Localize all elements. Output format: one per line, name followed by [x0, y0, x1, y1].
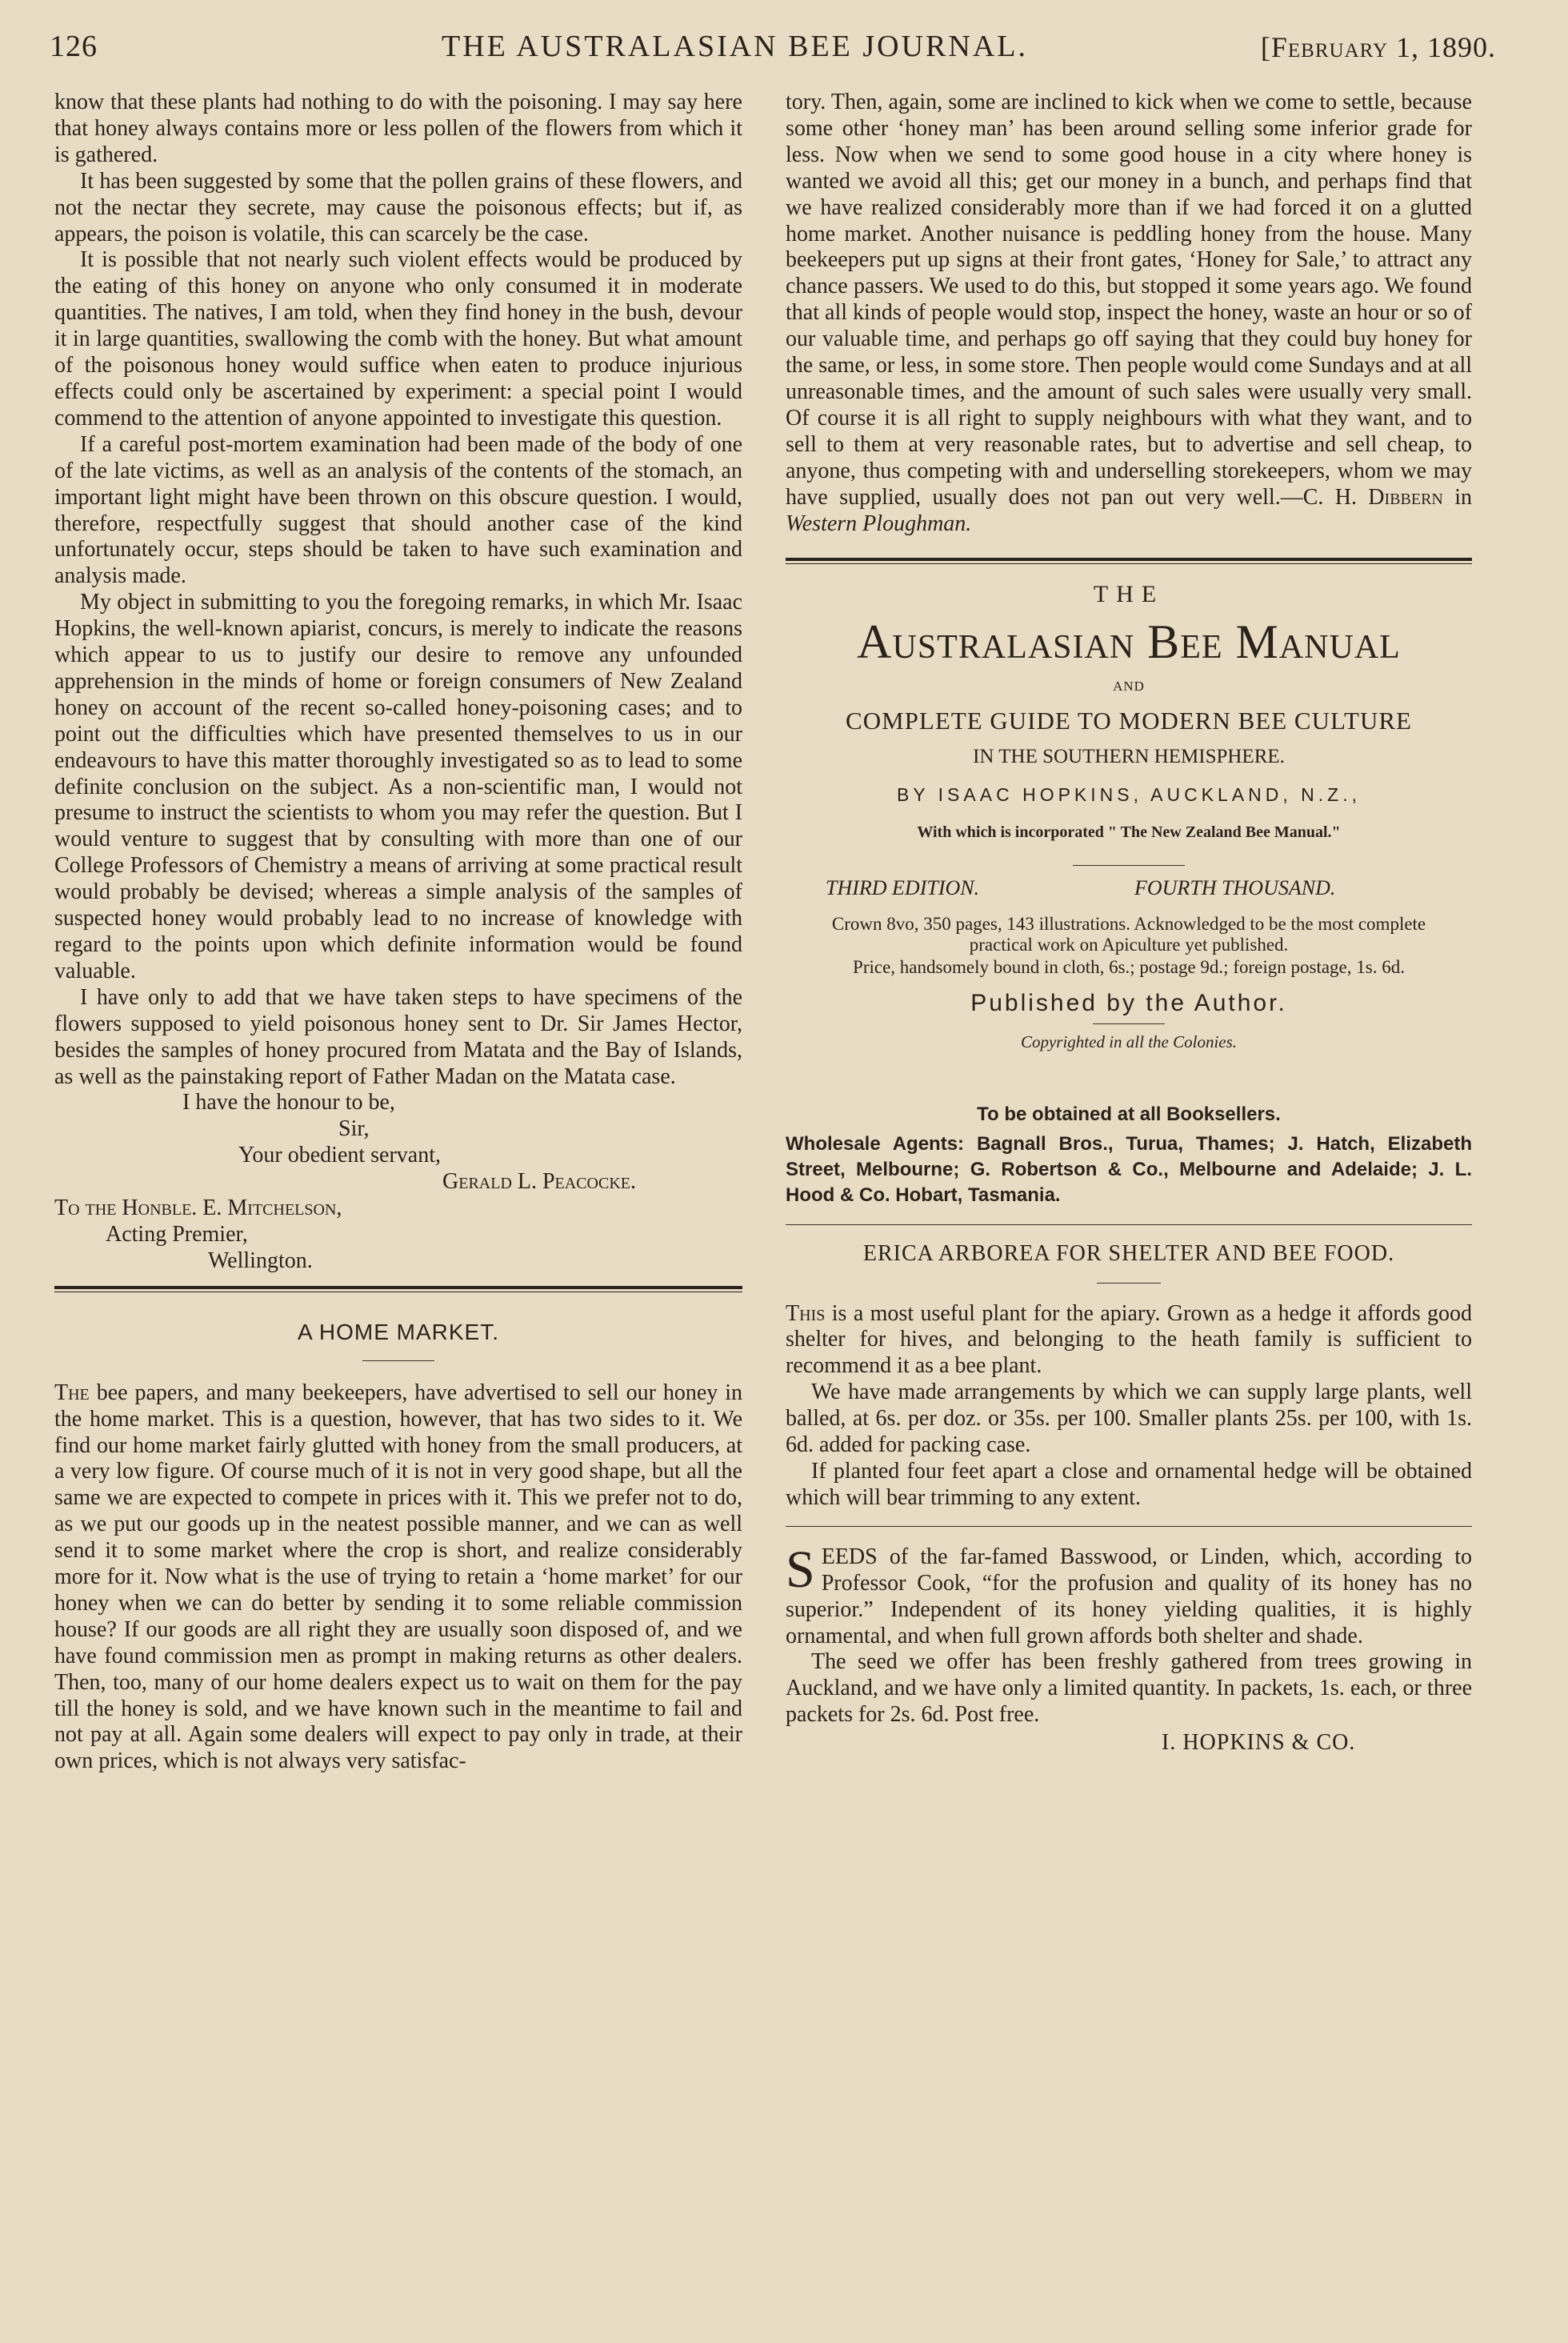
letter-paragraph: It is possible that not nearly such violent effects would be produced by the eating of this honey on anyone who only consumed it in moderate quantities. The natives, I am told, when they find honey in the bush, devour it in large quantities, swallowing the comb with the honey. But what amount of the poisonous honey would suffice when eaten to produce injurious effects could only be ascertained by experiment: a special point I would commend to the attention of anyone appointed to investigate this question. — [54, 247, 742, 431]
ad-and: AND — [1113, 679, 1145, 695]
closing-line: I have the honour to be, — [182, 1090, 395, 1115]
ad-byline: BY ISAAC HOPKINS, AUCKLAND, N.Z., — [897, 784, 1361, 806]
addressee: To the Honble. E. Mitchelson, — [54, 1196, 342, 1221]
ad-price: Price, handsomely bound in cloth, 6s.; postage 9d.; foreign postage, 1s. 6d. — [853, 956, 1405, 977]
section-divider — [786, 1526, 1472, 1527]
issue-date: [February 1, 1890. — [1260, 31, 1496, 63]
article-paragraph — [54, 1380, 742, 1776]
article-text: bee papers, and many beekeepers, have advertised to sell our honey in the home market. This is a question, however, that has two sides to it. We find our home market fairly glutted with honey from the small producers, at a very low figure. Of course much of it is not in very good shape, but all the same we are expected to compete in prices with it. This we prefer not to do, as we put our goods up in the neatest possible manner, and we can as well send it to some market where the crop is short, and realize considerably more for it. Now what is the use of trying to retain a ‘home market’ for our honey when we can do better by sending it to some reliable commission house? If our goods are all right they are usually soon disposed of, and we have found commission men as prompt in making returns as other dealers. Then, too, many of our home dealers expect us to wait on them for the pay till the honey is sold, and we have known such in the meantime to fail and not pay at all. Again some dealers will expect to pay only in trade, at their own prices, which is not always very satisfac- — [54, 1380, 742, 1774]
heading-rule — [362, 1360, 434, 1361]
letter-closing — [54, 1090, 742, 1274]
addressee: Acting Premier, — [106, 1221, 248, 1247]
section-divider — [786, 558, 1472, 564]
erica-paragraph: We have made arrangements by which we can supply large plants, well balled, at 6s. per doz. or 35s. per 100. Smaller plants 25s. per 100, with 1s. 6d. added for packing case. — [786, 1380, 1472, 1458]
journal-title: THE AUSTRALASIAN BEE JOURNAL. — [442, 30, 1028, 63]
seeds-paragraph — [786, 1540, 1472, 1650]
letter-paragraph: know that these plants had nothing to do with the poisoning. I may say here that honey always contains more or less pollen of the flowers from which it is gathered. — [54, 90, 742, 167]
left-column — [54, 90, 742, 1775]
signature: Gerald L. Peacocke. — [442, 1169, 636, 1195]
erica-paragraph — [786, 1301, 1472, 1380]
letter-paragraph: My object in submitting to you the foregoing remarks, in which Mr. Isaac Hopkins, the well-known apiarist, concurs, is merely to indicate the reasons which appear to us to justify our desire to remove any unfounded apprehension in the minds of home or foreign consumers of New Zealand honey on account of the recent so-called honey-poisoning cases; and to point out the difficulties which have presented themselves to us in our endeavours to have this matter thoroughly investigated so as to lead to some definite conclusion on the subject. As a non-scientific man, I would not presume to instruct the scientists to whom you may refer the question. But I would venture to suggest that by consulting with more than one of our College Professors of Chemistry a means of arriving at some practical result would probably be devised; whereas a simple analysis of the samples of suspected honey would probably lead to no increase of knowledge with regard to the points upon which definite information would be found valuable. — [54, 590, 742, 983]
ad-obtain: To be obtained at all Booksellers. — [977, 1103, 1281, 1125]
article-author: Dibbern — [1368, 484, 1443, 510]
section-heading: ERICA ARBOREA FOR SHELTER AND BEE FOOD. — [862, 1240, 1395, 1266]
running-header — [50, 22, 1496, 70]
addressee: Wellington. — [208, 1248, 313, 1273]
article-continuation — [786, 90, 1472, 537]
seeds-signoff: I. HOPKINS & CO. — [1162, 1730, 1356, 1756]
section-divider — [54, 1286, 742, 1292]
lead-word: This — [786, 1300, 826, 1326]
page-number: 126 — [50, 30, 98, 63]
heading-rule — [1097, 1283, 1161, 1284]
ad-edition-line — [786, 872, 1472, 904]
seeds-notice — [786, 1540, 1472, 1756]
ad-thousand: FOURTH THOUSAND. — [1134, 875, 1336, 899]
ad-edition: THIRD EDITION. — [826, 875, 980, 899]
article-text: is a most useful plant for the apiary. Grown as a hedge it affords good shelter for hives, and belonging to the heath family is sufficient to recommend it as a bee plant. — [786, 1300, 1472, 1379]
ad-description: Crown 8vo, 350 pages, 143 illustrations. Acknowledged to be the most complete practical work on Apiculture yet published. — [831, 913, 1426, 955]
ad-rule — [1093, 1023, 1165, 1024]
article-text: in — [1442, 484, 1472, 510]
letter-paragraph: If a careful post-mortem examination had been made of the body of one of the late victims, as well as an analysis of the contents of the stomach, an important light might have been thrown on this obscure question. I would, therefore, respectfully suggest that should another case of the kind unfortunately occur, steps should be taken to have such examination and analysis made. — [54, 431, 742, 589]
ad-rule — [1073, 865, 1185, 866]
erica-paragraph: If planted four feet apart a close and ornamental hedge will be obtained which will bear trimming to any extent. — [786, 1459, 1472, 1510]
ad-region: IN THE SOUTHERN HEMISPHERE. — [973, 746, 1285, 768]
section-divider — [786, 1224, 1472, 1225]
ad-the: THE — [1093, 581, 1165, 608]
drop-cap: S — [786, 1540, 815, 1599]
lead-word: The — [54, 1380, 90, 1405]
ad-copyright: Copyrighted in all the Colonies. — [1020, 1031, 1238, 1051]
article-text: EEDS of the far-famed Basswood, or Linden, which, according to Professor Cook, “for the profusion and quality of its honey has no superior.” Independent of its honey yielding qualities, it is highly ornamental, and when full grown affords both shelter and shade. — [786, 1544, 1472, 1648]
closing-line: Your obedient servant, — [238, 1143, 442, 1168]
letter-paragraph: I have only to add that we have taken steps to have specimens of the flowers supposed to yield poisonous honey sent to Dr. Sir James Hector, besides the samples of honey procured from Matata and the Bay of Islands, as well as the painstaking report of Father Madan on the Matata case. — [54, 984, 742, 1089]
article-text: tory. Then, again, some are inclined to kick when we come to settle, because some other ‘honey man’ has been around selling some inferior grade for less. Now when we send to some good house in a city where honey is wanted we avoid all this; get our money in a bunch, and perhaps find that we have realized considerably more than if we had forced it on a glutted home market. Another nuisance is peddling honey from the house. Many beekeepers put up signs at their front gates, ‘Honey for Sale,’ to attract any chance passers. We used to do this, but stopped it some years ago. We found that all kinds of people would stop, inspect the honey, waste an hour or so of our valuable time, and perhaps go off saying that they could buy honey for the same, or less, in some store. Then people would come Sundays and at all unreasonable times, and the amount of such sales were usually very small. Of course it is all right to supply neighbours with what they want, and to sell to them at very reasonable rates, but to advertise and sell cheap, to anyone, thus competing with and underselling storekeepers, whom we may have supplied, usually does not pan out very well.—C. H. — [786, 90, 1472, 510]
section-heading: A HOME MARKET. — [297, 1319, 500, 1344]
ad-agents: Wholesale Agents: Bagnall Bros., Turua, Thames; J. Hatch, Elizabeth Street, Melbourne; G. Robertson & Co., Melbourne and Adelaide; J. L. Hood & Co. Hobart, Tasmania. — [786, 1132, 1472, 1206]
bee-manual-ad — [786, 582, 1472, 1208]
seeds-paragraph: The seed we offer has been freshly gathered from trees growing in Auckland, and we have only a limited quantity. In packets, 1s. each, or three packets for 2s. 6d. Post free. — [786, 1649, 1472, 1728]
right-column — [786, 90, 1472, 1756]
letter-paragraph: It has been suggested by some that the pollen grains of these flowers, and not the nectar they secrete, may cause the poisonous effects; but if, as appears, the poison is volatile, this can scarcely be the case. — [54, 168, 742, 246]
ad-published: Published by the Author. — [970, 989, 1287, 1016]
closing-line: Sir, — [338, 1116, 370, 1142]
ad-subtitle: COMPLETE GUIDE TO MODERN BEE CULTURE — [846, 707, 1412, 735]
ad-incorporated: With which is incorporated " The New Zealand Bee Manual." — [917, 823, 1341, 841]
article-source: Western Ploughman. — [786, 511, 972, 536]
ad-title: Australasian Bee Manual — [857, 615, 1401, 669]
